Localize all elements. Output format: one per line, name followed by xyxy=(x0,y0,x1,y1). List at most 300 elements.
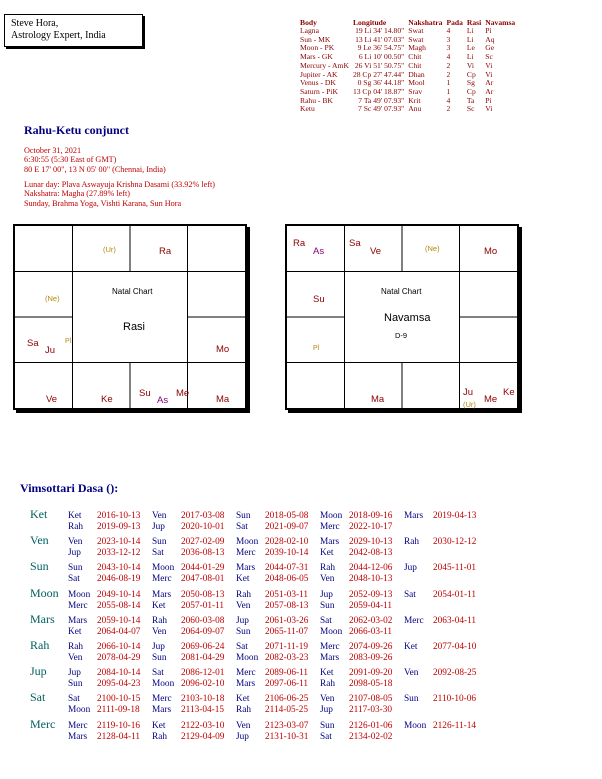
dasa-entry xyxy=(152,522,224,533)
dasa-entry xyxy=(236,616,308,627)
dasa-planet: Moon xyxy=(320,511,343,521)
planet-cell: Cp xyxy=(466,69,476,79)
dasa-entry xyxy=(152,616,224,627)
dasa-date: 2044-07-31 xyxy=(265,563,309,574)
dasa-lord: Ven xyxy=(30,533,49,548)
dasa-entry xyxy=(152,642,224,653)
dasa-planet: Sat xyxy=(236,642,248,652)
dasa-lord: Moon xyxy=(30,585,59,600)
dasa-date: 2027-02-09 xyxy=(181,537,225,548)
planet-cell: Magh xyxy=(408,43,426,53)
author-name: Steve Hora, xyxy=(11,18,59,29)
dasa-planet: Ven xyxy=(404,668,419,679)
birth-date: October 31, 2021 xyxy=(24,146,82,155)
dasa-planet: Sun xyxy=(404,694,419,705)
rasi-moon: Mo xyxy=(216,344,230,355)
navamsa-uranus: (Ur) xyxy=(463,400,476,409)
dasa-entry xyxy=(320,705,392,716)
dasa-entry xyxy=(68,627,140,638)
dasa-planet: Moon xyxy=(152,563,175,574)
dasa-date: 2129-04-09 xyxy=(181,731,225,742)
dasa-entry xyxy=(236,590,308,601)
navamsa-chart xyxy=(285,224,519,410)
rasi-saturn: Sa xyxy=(27,338,39,349)
nakshatra: Nakshatra: Magha (27.89% left) xyxy=(24,189,130,199)
dasa-lord: Ket xyxy=(30,507,48,521)
dasa-planet: Rah xyxy=(236,589,251,600)
dasa-entry xyxy=(68,537,140,548)
planet-cell: 3 xyxy=(446,34,451,44)
planet-cell: 2 xyxy=(446,104,451,114)
planet-cell: Li xyxy=(466,26,474,35)
dasa-planet: Mars xyxy=(236,679,256,690)
panchang-info xyxy=(24,180,215,208)
dasa-date: 2016-10-13 xyxy=(97,511,141,521)
planet-cell: 1 xyxy=(446,78,451,88)
planet-cell: Rahu - BK xyxy=(300,95,333,105)
planet-cell: Pi xyxy=(485,26,492,35)
dasa-entry xyxy=(68,642,140,653)
dasa-planet: Mars xyxy=(404,511,424,521)
planet-cell: Vi xyxy=(466,60,475,70)
dasa-date: 2086-12-01 xyxy=(181,668,225,679)
dasa-planet: Mars xyxy=(152,589,172,600)
dasa-planet: Sun xyxy=(320,600,335,611)
planet-cell: 2 xyxy=(446,69,451,79)
dasa-entry xyxy=(152,668,224,679)
rasi-neptune: (Ne) xyxy=(45,294,60,303)
planet-cell: Aq xyxy=(485,34,495,44)
dasa-date: 2051-03-11 xyxy=(265,589,309,600)
planet-cell: Jupiter - AK xyxy=(300,69,338,79)
dasa-planet: Jup xyxy=(68,668,81,679)
dasa-entry xyxy=(152,574,224,585)
planet-cell: 7 Sc 49' 07.93" xyxy=(358,104,405,114)
dasa-entry xyxy=(68,574,140,585)
dasa-date: 2019-09-13 xyxy=(97,522,141,532)
dasa-planet: Merc xyxy=(236,668,256,679)
dasa-entry xyxy=(404,590,476,601)
planet-cell: Chit xyxy=(408,52,422,62)
planet-cell: Anu xyxy=(408,104,422,114)
rasi-sun: Su xyxy=(139,388,151,399)
dasa-date: 2021-09-07 xyxy=(265,522,309,532)
dasa-date: 2017-03-08 xyxy=(181,511,225,521)
dasa-entry xyxy=(404,668,476,679)
dasa-entry xyxy=(152,590,224,601)
planet-cell: 0 Sg 36' 44.18" xyxy=(357,78,405,88)
dasa-lord: Sat xyxy=(30,690,46,705)
dasa-planet: Merc xyxy=(320,642,340,652)
dasa-planet: Sat xyxy=(320,731,332,742)
planet-col-header: Nakshatra xyxy=(408,18,443,27)
dasa-entry xyxy=(236,679,308,690)
dasa-planet: Jup xyxy=(404,563,417,574)
planet-table-body xyxy=(300,27,519,114)
dasa-planet: Ven xyxy=(236,600,251,611)
dasa-entry xyxy=(236,721,308,732)
dasa-entry xyxy=(404,721,476,732)
dasa-title: Vimsottari Dasa (): xyxy=(20,481,119,495)
dasa-planet: Sun xyxy=(320,720,335,731)
planet-cell: 4 xyxy=(446,95,451,105)
dasa-entry xyxy=(320,574,392,585)
dasa-planet: Mars xyxy=(320,537,340,548)
dasa-date: 2126-01-06 xyxy=(349,720,393,731)
dasa-date: 2033-12-12 xyxy=(97,548,141,559)
dasa-entry xyxy=(68,653,140,664)
dasa-date: 2045-11-01 xyxy=(433,563,477,574)
dasa-planet: Mars xyxy=(68,731,88,742)
dasa-date: 2095-04-23 xyxy=(97,679,141,690)
planet-col-header: Pada xyxy=(446,18,463,27)
dasa-date: 2122-03-10 xyxy=(181,720,225,731)
planet-cell: Li xyxy=(466,52,474,62)
dasa-entry xyxy=(320,732,392,743)
dasa-date: 2061-03-26 xyxy=(265,615,309,626)
dasa-planet: Merc xyxy=(152,574,172,585)
dasa-planet: Sun xyxy=(236,626,251,637)
dasa-date: 2123-03-07 xyxy=(265,720,309,731)
rasi-venus: Ve xyxy=(46,394,58,405)
planet-cell: Le xyxy=(466,43,475,53)
navamsa-neptune: (Ne) xyxy=(425,244,440,253)
planet-cell: 13 Li 41' 07.03" xyxy=(355,34,405,44)
dasa-planet: Mars xyxy=(320,653,340,663)
dasa-entry xyxy=(152,679,224,690)
dasa-planet: Moon xyxy=(320,626,343,637)
dasa-planet: Ven xyxy=(320,574,335,585)
navamsa-saturn: Sa xyxy=(349,238,361,249)
planet-cell: Sc xyxy=(466,104,475,114)
planet-cell: Krit xyxy=(408,95,421,105)
rasi-jupiter: Ju xyxy=(45,345,56,356)
page-title: Rahu-Ketu conjunct xyxy=(24,123,130,137)
dasa-date: 2047-08-01 xyxy=(181,574,225,585)
dasa-date: 2128-04-11 xyxy=(97,731,141,742)
dasa-entry xyxy=(68,548,140,559)
planet-cell: Vi xyxy=(485,104,493,114)
navamsa-rahu: Ra xyxy=(293,238,306,249)
dasa-entry xyxy=(320,679,392,690)
dasa-lord: Mars xyxy=(30,611,55,626)
dasa-entry xyxy=(152,694,224,705)
navamsa-chart-label: Natal Chart xyxy=(381,287,422,296)
dasa-planet: Sun xyxy=(236,511,251,521)
navamsa-mercury: Me xyxy=(484,394,498,405)
dasa-date: 2106-06-25 xyxy=(265,694,309,705)
dasa-date: 2019-04-13 xyxy=(433,511,477,521)
dasa-planet: Ven xyxy=(68,537,83,548)
dasa-entry xyxy=(152,627,224,638)
dasa-date: 2048-10-13 xyxy=(349,574,393,585)
dasa-date: 2089-06-11 xyxy=(265,668,309,679)
dasa-planet: Ket xyxy=(320,668,334,679)
dasa-planet: Merc xyxy=(68,600,88,611)
dasa-planet: Sat xyxy=(236,522,248,532)
navamsa-mars: Ma xyxy=(371,394,385,405)
author-title: Astrology Expert, India xyxy=(11,30,106,41)
dasa-date: 2098-05-18 xyxy=(349,679,393,690)
dasa-date: 2113-04-15 xyxy=(181,705,225,716)
dasa-date: 2107-08-05 xyxy=(349,694,393,705)
dasa-date: 2018-05-08 xyxy=(265,511,309,521)
planet-cell: Srav xyxy=(408,86,423,96)
dasa-planet: Ven xyxy=(152,626,167,637)
dasa-entry xyxy=(320,563,392,574)
dasa-entry xyxy=(236,511,308,522)
planet-cell: 4 xyxy=(446,52,451,62)
dasa-entry xyxy=(320,616,392,627)
dasa-date: 2028-02-10 xyxy=(265,537,309,548)
dasa-entry xyxy=(68,668,140,679)
planet-cell: Sun - MK xyxy=(300,34,331,44)
dasa-date: 2110-10-06 xyxy=(433,694,477,705)
dasa-date: 2036-08-13 xyxy=(181,548,225,559)
dasa-entry xyxy=(320,537,392,548)
dasa-entry xyxy=(320,653,392,664)
dasa-date: 2022-10-17 xyxy=(349,522,393,532)
dasa-entry xyxy=(236,627,308,638)
dasa-planet: Jup xyxy=(236,731,249,742)
dasa-entry xyxy=(68,694,140,705)
dasa-entry xyxy=(320,601,392,612)
navamsa-chart-name: Navamsa xyxy=(384,312,431,324)
planet-cell: Moon - PK xyxy=(300,43,335,53)
dasa-planet: Ket xyxy=(236,694,250,705)
dasa-planet: Ket xyxy=(404,642,418,652)
dasa-entry xyxy=(152,721,224,732)
planet-cell: Venus - DK xyxy=(300,78,336,88)
planet-cell: 3 xyxy=(446,43,451,53)
planet-cell: Vi xyxy=(485,60,493,70)
dasa-planet: Moon xyxy=(68,589,91,600)
dasa-planet: Rah xyxy=(320,563,335,574)
dasa-entry xyxy=(236,694,308,705)
dasa-planet: Ket xyxy=(152,600,166,611)
dasa-date: 2096-02-10 xyxy=(181,679,225,690)
dasa-planet: Mars xyxy=(68,615,88,626)
rasi-chart-name: Rasi xyxy=(123,321,146,333)
planet-cell: 19 Li 34' 14.80" xyxy=(355,26,405,35)
dasa-entry xyxy=(236,522,308,533)
dasa-date: 2077-04-10 xyxy=(433,642,477,652)
dasa-lord: Sun xyxy=(30,559,49,574)
dasa-planet: Rah xyxy=(152,615,167,626)
dasa-planet: Moon xyxy=(152,679,175,690)
dasa-entry xyxy=(68,705,140,716)
dasa-date: 2066-10-14 xyxy=(97,642,141,652)
rasi-grid xyxy=(15,226,245,408)
planet-cell: Vi xyxy=(485,69,493,79)
dasa-planet: Moon xyxy=(404,720,427,731)
dasa-planet: Rah xyxy=(68,642,83,652)
dasa-planet: Ven xyxy=(152,511,167,521)
birth-location: 80 E 17' 00", 13 N 05' 00" (Chennai, India) xyxy=(24,164,166,174)
planet-cell: Dhan xyxy=(408,69,425,79)
dasa-entry xyxy=(68,590,140,601)
planet-col-header: Navamsa xyxy=(485,18,516,27)
dasa-date: 2084-10-14 xyxy=(97,668,141,679)
dasa-entry xyxy=(236,537,308,548)
dasa-date: 2043-10-14 xyxy=(97,563,141,574)
planet-cell: Lagna xyxy=(300,26,319,35)
dasa-planet: Sat xyxy=(152,668,164,679)
planet-positions-table xyxy=(300,18,519,114)
lunar-day: Lunar day: Plava Aswayuja Krishna Dasami (33.92% left) xyxy=(24,180,215,189)
dasa-date: 2063-04-11 xyxy=(433,615,477,626)
dasa-entry xyxy=(68,511,140,522)
dasa-planet: Merc xyxy=(404,615,424,626)
planet-cell: Ar xyxy=(485,86,494,96)
planet-cell: Mercury - AmK xyxy=(300,60,349,70)
dasa-planet: Merc xyxy=(152,694,172,705)
navamsa-venus: Ve xyxy=(370,246,382,257)
planet-cell: 1 xyxy=(446,86,451,96)
planet-cell: 26 Vi 51' 50.75" xyxy=(354,60,405,70)
dasa-entry xyxy=(404,563,476,574)
planet-cell: 7 Ta 49' 07.93" xyxy=(358,95,405,105)
dasa-date: 2060-03-08 xyxy=(181,615,225,626)
dasa-planet: Merc xyxy=(68,720,88,731)
dasa-date: 2049-10-14 xyxy=(97,589,141,600)
dasa-planet: Merc xyxy=(236,548,256,559)
dasa-entry xyxy=(68,679,140,690)
dasa-date: 2066-03-11 xyxy=(349,626,393,637)
planet-cell: Ar xyxy=(485,78,494,88)
planet-cell: Sg xyxy=(466,78,475,88)
planet-cell: 9 Le 36' 54.75" xyxy=(357,43,405,53)
dasa-planet: Mars xyxy=(152,705,172,716)
rasi-mars: Ma xyxy=(216,394,230,405)
dasa-entry xyxy=(152,601,224,612)
birth-info xyxy=(24,146,166,174)
dasa-date: 2081-04-29 xyxy=(181,653,225,663)
dasa-planet: Jup xyxy=(236,615,249,626)
dasa-entry xyxy=(152,511,224,522)
dasa-date: 2114-05-25 xyxy=(265,705,309,716)
planet-cell: Ta xyxy=(466,95,475,105)
dasa-date: 2057-01-11 xyxy=(181,600,225,611)
dasa-date: 2029-10-13 xyxy=(349,537,393,548)
dasa-planet: Jup xyxy=(320,705,333,716)
dasa-date: 2039-10-14 xyxy=(265,548,309,559)
planet-col-header: Body xyxy=(300,18,317,27)
dasa-planet: Sun xyxy=(152,537,167,548)
dasa-date: 2111-09-18 xyxy=(97,705,140,716)
planet-col-header: Rasi xyxy=(466,18,482,27)
dasa-date: 2134-02-02 xyxy=(349,731,393,742)
dasa-entry xyxy=(152,732,224,743)
dasa-date: 2071-11-19 xyxy=(265,642,309,652)
dasa-entry xyxy=(152,548,224,559)
planet-cell: Pi xyxy=(485,95,492,105)
dasa-planet: Sun xyxy=(152,653,167,663)
dasa-date: 2020-10-01 xyxy=(181,522,225,532)
dasa-date: 2062-03-02 xyxy=(349,615,393,626)
dasa-planet: Rah xyxy=(320,679,335,690)
dasa-date: 2126-11-14 xyxy=(433,720,477,731)
dasa-entry xyxy=(320,522,392,533)
planet-cell: Saturn - PiK xyxy=(300,86,338,96)
dasa-date: 2069-06-24 xyxy=(181,642,225,652)
dasa-planet: Sat xyxy=(68,574,80,585)
dasa-planet: Jup xyxy=(152,642,165,652)
dasa-date: 2042-08-13 xyxy=(349,548,393,559)
dasa-date: 2078-04-29 xyxy=(97,653,141,663)
dasa-planet: Sat xyxy=(404,589,416,600)
dasa-date: 2064-04-07 xyxy=(97,626,141,637)
dasa-entry xyxy=(236,653,308,664)
dasa-planet: Sat xyxy=(68,694,80,705)
dasa-entry xyxy=(320,511,392,522)
planet-cell: 6 Li 10' 00.50" xyxy=(358,52,405,62)
dasa-date: 2046-08-19 xyxy=(97,574,141,585)
dasa-entry xyxy=(236,705,308,716)
dasa-entry xyxy=(236,563,308,574)
dasa-planet: Ven xyxy=(320,694,335,705)
dasa-date: 2100-10-15 xyxy=(97,694,141,705)
dasa-lord: Merc xyxy=(30,716,56,731)
dasa-entry xyxy=(404,616,476,627)
dasa-entry xyxy=(152,705,224,716)
navamsa-jupiter: Ju xyxy=(463,387,474,398)
dasa-date: 2091-09-20 xyxy=(349,668,393,679)
dasa-date: 2030-12-12 xyxy=(433,537,477,548)
dasa-planet: Jup xyxy=(68,548,81,559)
dasa-date: 2092-08-25 xyxy=(433,668,477,679)
dasa-entry xyxy=(68,732,140,743)
dasa-date: 2044-01-29 xyxy=(181,563,225,574)
dasa-lord: Rah xyxy=(30,638,50,652)
dasa-date: 2018-09-16 xyxy=(349,511,393,521)
dasa-date: 2023-10-14 xyxy=(97,537,141,548)
rasi-ketu: Ke xyxy=(101,394,113,405)
dasa-date: 2097-06-11 xyxy=(265,679,309,690)
dasa-planet: Rah xyxy=(152,731,167,742)
dasa-date: 2048-06-05 xyxy=(265,574,309,585)
dasa-planet: Rah xyxy=(236,705,251,716)
dasa-entry xyxy=(236,548,308,559)
planet-cell: Swat xyxy=(408,26,424,35)
dasa-planet: Mars xyxy=(236,563,256,574)
dasa-entry xyxy=(152,537,224,548)
planet-cell: Swat xyxy=(408,34,424,44)
dasa-date: 2044-12-06 xyxy=(349,563,393,574)
planet-cell: Chit xyxy=(408,60,422,70)
dasa-entry xyxy=(236,642,308,653)
birth-time: 6:30:55 (5:30 East of GMT) xyxy=(24,155,117,165)
planet-cell: Mars - GK xyxy=(300,52,333,62)
navamsa-pluto: Pl xyxy=(313,345,320,352)
dasa-date: 2054-01-11 xyxy=(433,589,477,600)
dasa-planet: Moon xyxy=(236,653,259,663)
navamsa-moon: Mo xyxy=(484,246,498,257)
planet-cell: Li xyxy=(466,34,474,44)
dasa-date: 2083-09-26 xyxy=(349,653,393,663)
dasa-entry xyxy=(68,616,140,627)
dasa-entry xyxy=(236,668,308,679)
navamsa-ketu: Ke xyxy=(503,387,515,398)
dasa-entry xyxy=(68,563,140,574)
dasa-date: 2064-09-07 xyxy=(181,626,225,637)
navamsa-ascendant: As xyxy=(313,246,325,257)
dasa-entry xyxy=(152,653,224,664)
dasa-entry xyxy=(320,721,392,732)
planet-row xyxy=(300,105,519,114)
dasa-entry xyxy=(404,642,476,653)
rasi-ascendant: As xyxy=(157,395,169,406)
